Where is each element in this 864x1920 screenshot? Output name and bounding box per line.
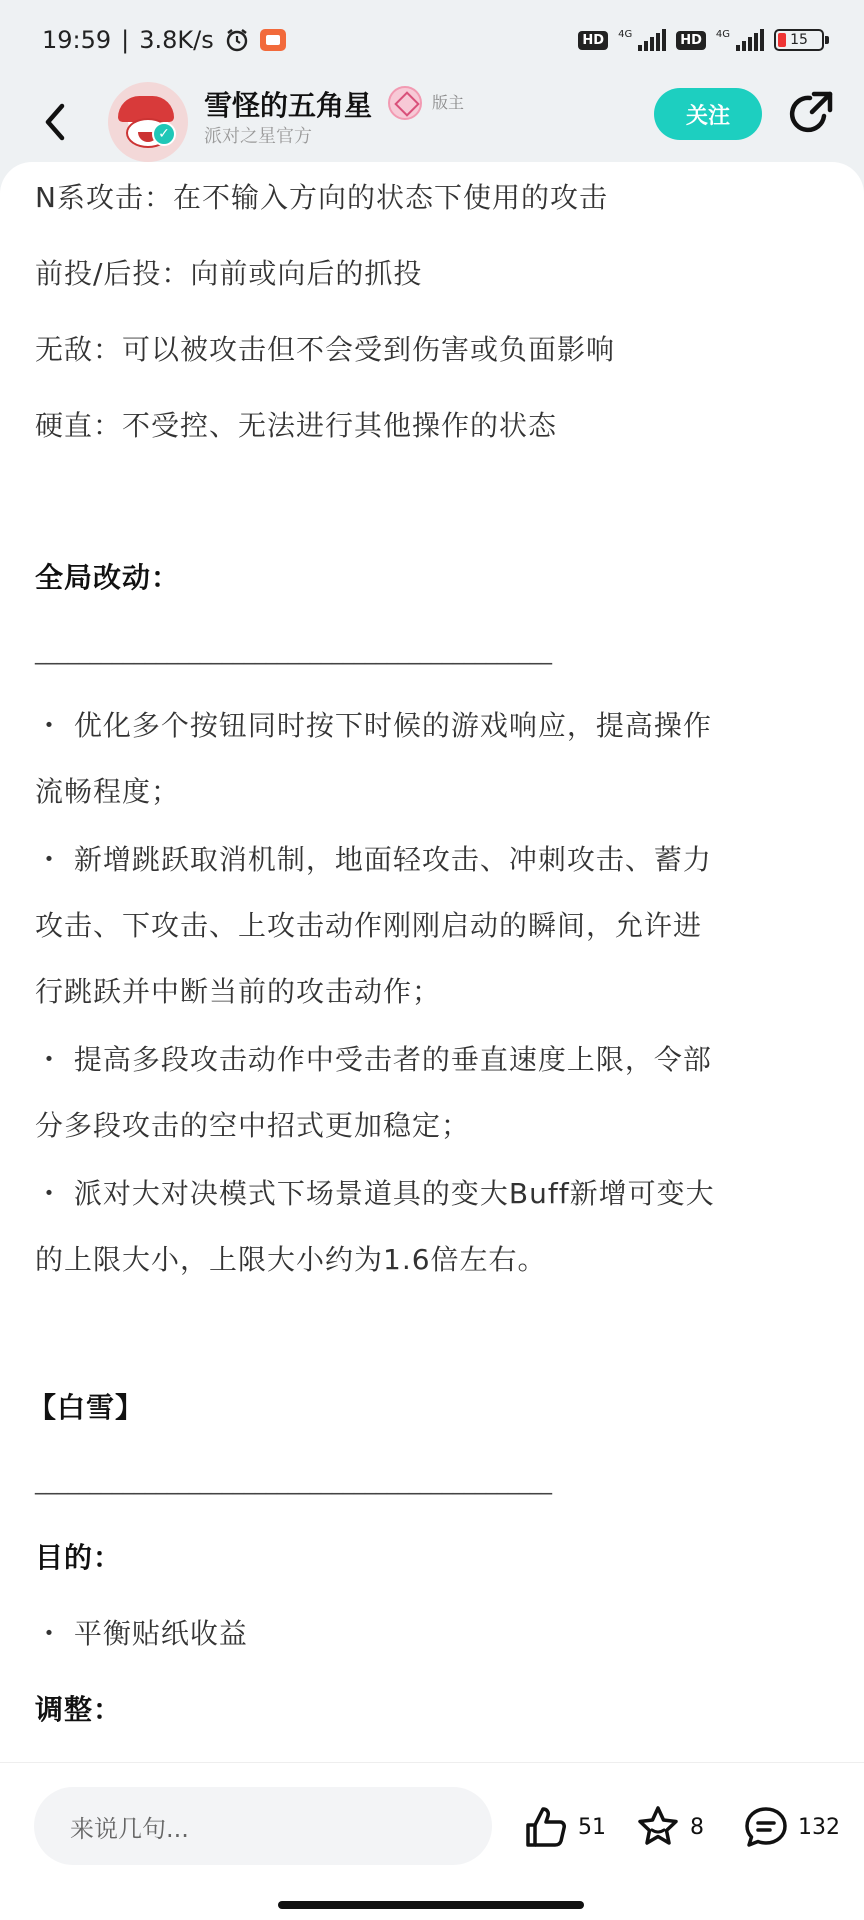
bullet-line: ・ 优化多个按钮同时按下时候的游戏响应，提高操作 (35, 709, 712, 742)
content-line: N系攻击：在不输入方向的状态下使用的攻击 (35, 181, 608, 214)
section-title: 【白雪】 (28, 1391, 145, 1424)
content-line: 前投/后投：向前或向后的抓投 (35, 257, 423, 290)
bullet-line: 行跳跃并中断当前的攻击动作； (35, 975, 442, 1008)
bullet-line: 的上限大小，上限大小约为1.6倍左右。 (35, 1243, 547, 1276)
adjust-label: 调整： (35, 1693, 123, 1726)
like-count: 51 (578, 1814, 606, 1840)
status-bar (0, 0, 864, 80)
back-button[interactable] (34, 96, 78, 148)
comment-count: 132 (798, 1814, 840, 1840)
content-line: 硬直：不受控、无法进行其他操作的状态 (35, 409, 558, 442)
star-icon (634, 1803, 682, 1851)
bullet-line: 分多段攻击的空中招式更加稳定； (35, 1109, 471, 1142)
status-separator: | (121, 26, 130, 54)
purpose-label: 目的： (35, 1541, 123, 1574)
post-content (0, 162, 864, 1762)
avatar[interactable] (108, 82, 188, 162)
author-subtitle: 派对之星官方 (204, 126, 312, 147)
comment-placeholder: 来说几句... (70, 1814, 189, 1843)
bullet-line: ・ 新增跳跃取消机制，地面轻攻击、冲刺攻击、蓄力 (35, 843, 712, 876)
hd-icon: HD (676, 31, 706, 50)
hd-icon: HD (578, 31, 608, 50)
purpose-item: ・ 平衡贴纸收益 (35, 1617, 248, 1650)
comment-input[interactable] (34, 1787, 492, 1865)
battery-icon: 15 (774, 29, 824, 51)
author-name[interactable]: 雪怪的五角星 (204, 89, 373, 122)
status-right (578, 29, 824, 51)
role-tag: 版主 (432, 93, 465, 112)
verified-icon: ✓ (152, 122, 176, 146)
divider: _______________________________________________ (35, 640, 552, 665)
bullet-line: 攻击、下攻击、上攻击动作刚刚启动的瞬间，允许进 (35, 909, 703, 942)
thumbs-up-icon (522, 1803, 570, 1851)
comments-button[interactable] (742, 1797, 840, 1857)
status-time: 19:59 (42, 26, 112, 54)
follow-button[interactable]: 关注 (654, 88, 762, 140)
bottom-bar (0, 1762, 864, 1920)
home-indicator[interactable] (278, 1901, 584, 1909)
bullet-line: ・ 派对大对决模式下场景道具的变大Buff新增可变大 (35, 1177, 715, 1210)
divider: _______________________________________________ (35, 1470, 552, 1495)
signal-icon (638, 29, 666, 51)
comment-icon (742, 1803, 790, 1851)
content-line: 无敌：可以被攻击但不会受到伤害或负面影响 (35, 333, 616, 366)
post-header (0, 80, 864, 170)
screen-record-icon (260, 29, 286, 51)
favorite-button[interactable] (634, 1797, 704, 1857)
network-type-label: 4G (618, 29, 633, 40)
status-left (42, 26, 286, 54)
favorite-count: 8 (690, 1814, 704, 1840)
signal-icon (736, 29, 764, 51)
share-icon[interactable] (784, 88, 836, 140)
bullet-line: ・ 提高多段攻击动作中受击者的垂直速度上限，令部 (35, 1043, 712, 1076)
section-title: 全局改动： (35, 561, 181, 594)
bullet-line: 流畅程度； (35, 775, 181, 808)
network-type-label: 4G (715, 29, 730, 40)
network-speed: 3.8K/s (139, 26, 214, 54)
like-button[interactable] (522, 1797, 606, 1857)
alarm-icon (224, 27, 250, 53)
level-badge-icon (388, 86, 422, 120)
